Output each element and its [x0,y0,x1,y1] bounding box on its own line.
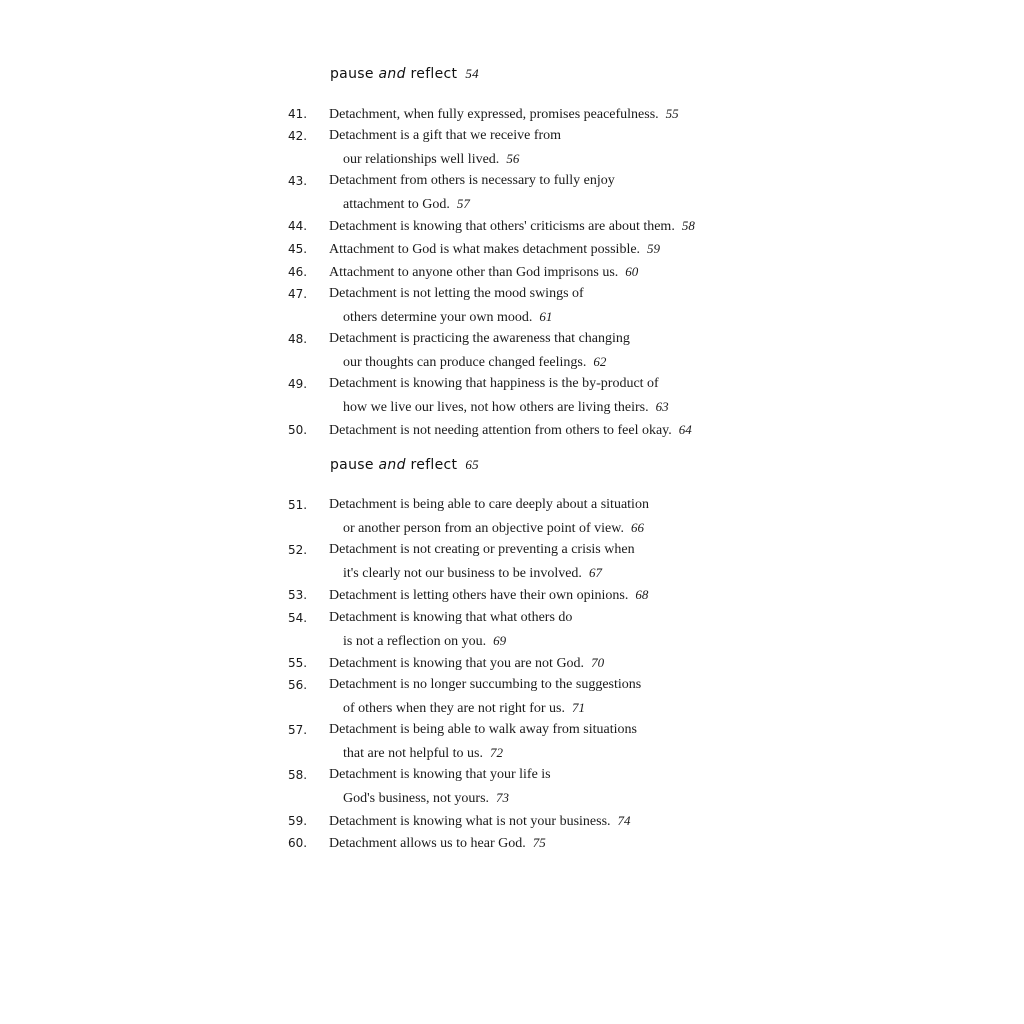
entry-number: 45. [288,242,308,256]
pause-and-reflect-heading [330,457,479,473]
heading-and: and [378,457,406,473]
entry-number: 55. [288,656,308,670]
entry-number: 48. [288,332,308,346]
entry-number: 56. [288,678,308,692]
entry-text-line: Detachment is knowing that your life is [329,767,551,782]
entry-page-number: 72 [489,745,503,760]
entry-number: 42. [288,129,308,143]
entry-text-line: Detachment allows us to hear God. 75 [329,835,546,851]
entry-number: 54. [288,611,308,625]
entry-text-line: Attachment to God is what makes detachment possible. 59 [329,241,661,257]
entry-page-number: 64 [678,422,692,437]
heading-and: and [378,66,406,82]
entry-number: 60. [288,836,308,850]
entry-text-line: it's clearly not our business to be involved. 67 [343,565,602,581]
heading-pause: pause [330,66,374,82]
entry-number: 53. [288,588,308,602]
entry-text-line: Detachment is being able to walk away from situations [329,722,637,737]
entry-text-line: our thoughts can produce changed feelings. 62 [343,354,607,370]
entry-text-line: Detachment is knowing what is not your business. 74 [329,813,631,829]
entry-text-line: Detachment is no longer succumbing to the suggestions [329,677,642,692]
entry-text-line: that are not helpful to us. 72 [343,745,503,761]
entry-text-line: Detachment is knowing that happiness is the by-product of [329,376,659,391]
entry-text-line: Detachment is knowing that what others do [329,610,573,625]
heading-page-number: 54 [465,66,479,81]
entry-page-number: 75 [532,835,546,850]
entry-text-line: Detachment is knowing that others' criticisms are about them. 58 [329,218,695,234]
entry-text-line: God's business, not yours. 73 [343,790,510,806]
entry-number: 51. [288,498,308,512]
entry-number: 58. [288,768,308,782]
entry-page-number: 57 [456,196,470,211]
entry-number: 50. [288,423,308,437]
entry-page-number: 73 [496,790,510,805]
entry-text-line: Detachment is a gift that we receive from [329,128,562,143]
entry-text-line: is not a reflection on you. 69 [343,633,507,649]
heading-reflect: reflect [410,66,458,82]
entry-number: 44. [288,219,308,233]
entry-text-line: how we live our lives, not how others are living theirs. 63 [343,399,669,415]
heading-pause: pause [330,457,374,473]
entry-text-line: our relationships well lived. 56 [343,151,520,167]
entry-text-line: attachment to God. 57 [343,196,470,212]
entry-text-line: Attachment to anyone other than God imprisons us. 60 [329,264,639,280]
heading-page-number: 65 [465,457,479,472]
pause-and-reflect-heading [330,66,479,82]
entry-number: 52. [288,543,308,557]
entry-text-line: Detachment, when fully expressed, promises peacefulness. 55 [329,106,679,122]
entry-page-number: 62 [593,354,607,369]
entry-number: 47. [288,287,308,301]
entry-page-number: 58 [681,218,695,233]
heading-reflect: reflect [410,457,458,473]
entry-page-number: 68 [635,587,649,602]
entry-number: 59. [288,814,308,828]
entry-page-number: 60 [625,264,639,279]
entry-number: 57. [288,723,308,737]
entry-page-number: 67 [588,565,602,580]
entry-text-line: Detachment is not letting the mood swings of [329,286,584,301]
entry-text-line: others determine your own mood. 61 [343,309,553,325]
entry-page-number: 71 [572,700,585,715]
entry-page-number: 61 [539,309,553,324]
entry-page-number: 63 [655,399,669,414]
entry-text-line: Detachment is not needing attention from others to feel okay. 64 [329,422,692,438]
entry-number: 43. [288,174,308,188]
entry-text-line: Detachment is letting others have their own opinions. 68 [329,587,649,603]
entry-number: 46. [288,265,308,279]
entry-text-line: Detachment from others is necessary to fully enjoy [329,173,615,188]
entry-text-line: Detachment is knowing that you are not God. 70 [329,655,605,671]
entry-text-line: Detachment is being able to care deeply about a situation [329,497,649,512]
entry-text-line: Detachment is not creating or preventing a crisis when [329,542,635,557]
entry-page-number: 70 [591,655,605,670]
entry-page-number: 74 [617,813,631,828]
entry-text-line: or another person from an objective point of view. 66 [343,520,644,536]
entry-page-number: 69 [493,633,507,648]
entry-number: 49. [288,377,308,391]
entry-page-number: 59 [647,241,661,256]
entry-page-number: 55 [665,106,679,121]
entry-text-line: of others when they are not right for us. 71 [343,700,585,716]
entry-page-number: 56 [506,151,520,166]
entry-page-number: 66 [630,520,644,535]
entry-text-line: Detachment is practicing the awareness that changing [329,331,630,346]
entry-number: 41. [288,107,308,121]
